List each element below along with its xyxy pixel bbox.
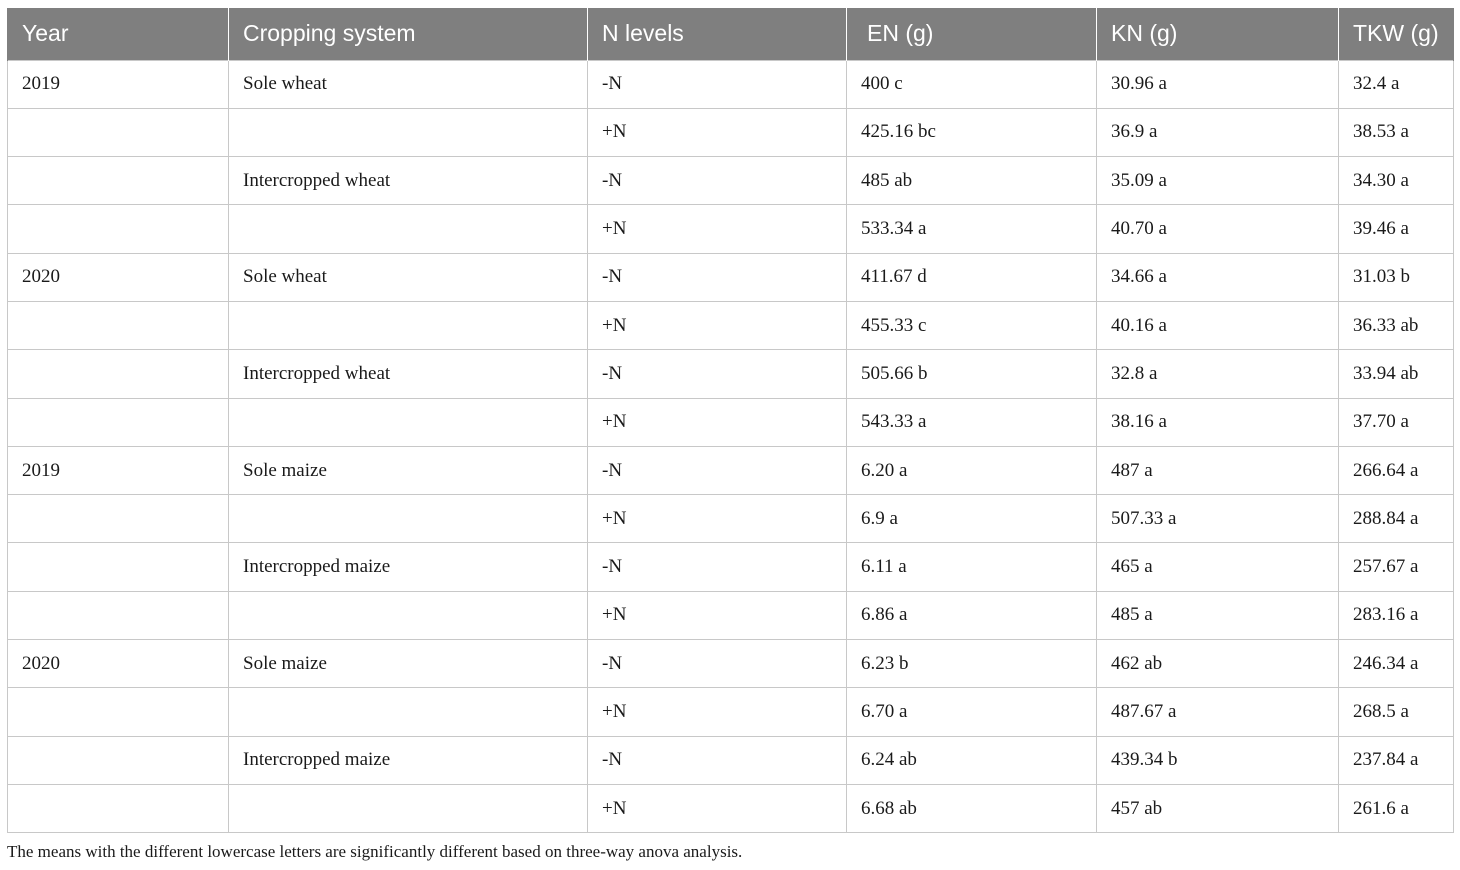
cropping-system-cell — [229, 108, 588, 156]
tkw-cell: 36.33 ab — [1339, 301, 1454, 349]
cropping-system-cell: Intercropped maize — [229, 736, 588, 784]
n-level-cell: -N — [588, 60, 847, 108]
year-cell — [8, 157, 229, 205]
n-level-cell: +N — [588, 301, 847, 349]
header-n-levels: N levels — [588, 8, 847, 60]
table-row — [8, 60, 1454, 108]
year-cell: 2019 — [8, 60, 229, 108]
tkw-cell: 39.46 a — [1339, 205, 1454, 253]
table-footnote: The means with the different lowercase letters are significantly different based on three-way anova analysis. — [7, 842, 743, 861]
n-level-cell: -N — [588, 350, 847, 398]
table-row — [8, 301, 1454, 349]
header-year: Year — [8, 8, 229, 60]
table-row — [8, 495, 1454, 543]
tkw-cell: 288.84 a — [1339, 495, 1454, 543]
year-cell — [8, 543, 229, 591]
en-cell: 505.66 b — [847, 350, 1097, 398]
n-level-cell: +N — [588, 688, 847, 736]
tkw-cell: 38.53 a — [1339, 108, 1454, 156]
tkw-cell: 33.94 ab — [1339, 350, 1454, 398]
en-cell: 6.24 ab — [847, 736, 1097, 784]
en-cell: 6.11 a — [847, 543, 1097, 591]
kn-cell: 439.34 b — [1097, 736, 1339, 784]
cropping-system-cell: Sole maize — [229, 640, 588, 688]
year-cell — [8, 495, 229, 543]
table-row — [8, 350, 1454, 398]
cropping-system-cell — [229, 591, 588, 639]
n-level-cell: +N — [588, 495, 847, 543]
n-level-cell: -N — [588, 157, 847, 205]
n-level-cell: -N — [588, 253, 847, 301]
kn-cell: 465 a — [1097, 543, 1339, 591]
kn-cell: 36.9 a — [1097, 108, 1339, 156]
tkw-cell: 34.30 a — [1339, 157, 1454, 205]
year-cell — [8, 301, 229, 349]
n-level-cell: +N — [588, 108, 847, 156]
kn-cell: 40.16 a — [1097, 301, 1339, 349]
en-cell: 425.16 bc — [847, 108, 1097, 156]
n-level-cell: -N — [588, 640, 847, 688]
cropping-system-cell — [229, 688, 588, 736]
table-row — [8, 736, 1454, 784]
table-row — [8, 640, 1454, 688]
tkw-cell: 283.16 a — [1339, 591, 1454, 639]
en-cell: 6.9 a — [847, 495, 1097, 543]
kn-cell: 30.96 a — [1097, 60, 1339, 108]
cropping-system-cell: Sole maize — [229, 446, 588, 494]
table-row — [8, 253, 1454, 301]
header-tkw: TKW (g) — [1339, 8, 1454, 60]
kn-cell: 35.09 a — [1097, 157, 1339, 205]
en-cell: 411.67 d — [847, 253, 1097, 301]
tkw-cell: 266.64 a — [1339, 446, 1454, 494]
cropping-system-cell — [229, 301, 588, 349]
kn-cell: 462 ab — [1097, 640, 1339, 688]
year-cell: 2020 — [8, 640, 229, 688]
en-cell: 6.86 a — [847, 591, 1097, 639]
cropping-system-cell: Sole wheat — [229, 253, 588, 301]
kn-cell: 487 a — [1097, 446, 1339, 494]
table-row — [8, 784, 1454, 832]
year-cell — [8, 784, 229, 832]
en-cell: 400 c — [847, 60, 1097, 108]
tkw-cell: 268.5 a — [1339, 688, 1454, 736]
year-cell: 2019 — [8, 446, 229, 494]
kn-cell: 457 ab — [1097, 784, 1339, 832]
en-cell: 533.34 a — [847, 205, 1097, 253]
tkw-cell: 246.34 a — [1339, 640, 1454, 688]
tkw-cell: 32.4 a — [1339, 60, 1454, 108]
cropping-system-cell — [229, 784, 588, 832]
en-cell: 6.70 a — [847, 688, 1097, 736]
table-row — [8, 205, 1454, 253]
en-cell: 543.33 a — [847, 398, 1097, 446]
header-en: EN (g) — [847, 8, 1097, 60]
en-cell: 455.33 c — [847, 301, 1097, 349]
en-cell: 6.68 ab — [847, 784, 1097, 832]
kn-cell: 34.66 a — [1097, 253, 1339, 301]
cropping-system-cell: Intercropped wheat — [229, 157, 588, 205]
n-level-cell: +N — [588, 784, 847, 832]
tkw-cell: 31.03 b — [1339, 253, 1454, 301]
cropping-system-cell — [229, 398, 588, 446]
table-row — [8, 688, 1454, 736]
n-level-cell: -N — [588, 736, 847, 784]
cropping-system-cell — [229, 495, 588, 543]
n-level-cell: -N — [588, 543, 847, 591]
table-row — [8, 591, 1454, 639]
header-cropping-system: Cropping system — [229, 8, 588, 60]
tkw-cell: 237.84 a — [1339, 736, 1454, 784]
cropping-system-cell: Intercropped maize — [229, 543, 588, 591]
kn-cell: 38.16 a — [1097, 398, 1339, 446]
en-cell: 485 ab — [847, 157, 1097, 205]
kn-cell: 32.8 a — [1097, 350, 1339, 398]
data-table-container — [7, 8, 1453, 833]
table-header-row — [8, 8, 1454, 60]
kn-cell: 487.67 a — [1097, 688, 1339, 736]
year-cell — [8, 205, 229, 253]
cropping-system-cell: Intercropped wheat — [229, 350, 588, 398]
table-row — [8, 446, 1454, 494]
year-cell — [8, 736, 229, 784]
year-cell: 2020 — [8, 253, 229, 301]
kn-cell: 40.70 a — [1097, 205, 1339, 253]
tkw-cell: 261.6 a — [1339, 784, 1454, 832]
table-row — [8, 543, 1454, 591]
n-level-cell: -N — [588, 446, 847, 494]
table-body — [8, 60, 1454, 833]
table-row — [8, 108, 1454, 156]
tkw-cell: 37.70 a — [1339, 398, 1454, 446]
table-row — [8, 398, 1454, 446]
year-cell — [8, 108, 229, 156]
n-level-cell: +N — [588, 591, 847, 639]
year-cell — [8, 350, 229, 398]
kn-cell: 485 a — [1097, 591, 1339, 639]
kn-cell: 507.33 a — [1097, 495, 1339, 543]
tkw-cell: 257.67 a — [1339, 543, 1454, 591]
year-cell — [8, 591, 229, 639]
cropping-system-cell: Sole wheat — [229, 60, 588, 108]
en-cell: 6.20 a — [847, 446, 1097, 494]
en-cell: 6.23 b — [847, 640, 1097, 688]
n-level-cell: +N — [588, 205, 847, 253]
data-table — [7, 8, 1454, 833]
n-level-cell: +N — [588, 398, 847, 446]
year-cell — [8, 398, 229, 446]
cropping-system-cell — [229, 205, 588, 253]
header-kn: KN (g) — [1097, 8, 1339, 60]
table-row — [8, 157, 1454, 205]
year-cell — [8, 688, 229, 736]
